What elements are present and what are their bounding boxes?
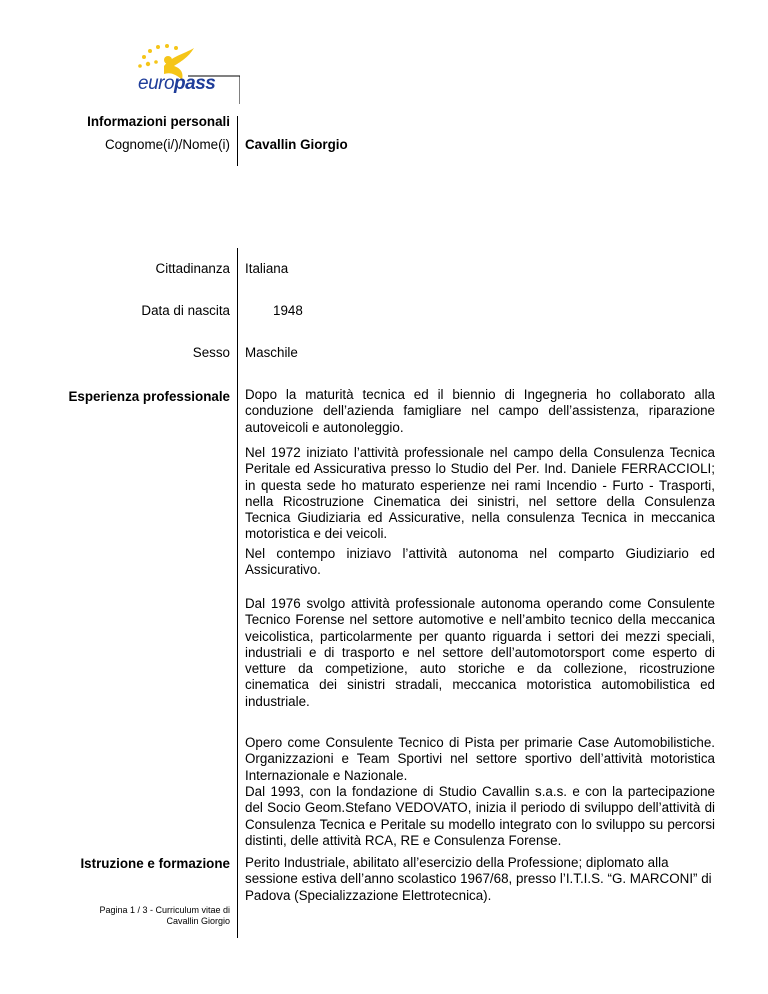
experience-paragraph: Opero come Consulente Tecnico di Pista per primarie Case Automobilistiche. Organizzazioni e Team Sportivi nel settore sportivo dell’attività motoristica Internazionale e Nazionale.	[245, 735, 715, 783]
logo-pass-text: pass	[174, 73, 216, 94]
sex-value: Maschile	[245, 345, 298, 360]
footer-line-1: Pagina 1 / 3 - Curriculum vitae di	[99, 905, 230, 915]
experience-paragraph: Dal 1976 svolgo attività professionale autonoma operando come Consulente Tecnico Forense nel settore automotive e nell’ambito tecnico della meccanica veicolistica, particolarmente per quanto riguarda i settori dei mezzi speciali, industriali e di trasporto e nel settore dell’automotorsport come esperto di vetture da competizione, auto storiche e da collezione, ricostruzione cinematica dei sinistri stradali, meccanica motoristica automobilistica ed industriale.	[245, 596, 715, 709]
footer-line-2: Cavallin Giorgio	[166, 916, 230, 926]
education-section-title: Istruzione e formazione	[80, 856, 230, 871]
citizenship-value: Italiana	[245, 261, 289, 276]
column-divider-main	[237, 248, 238, 938]
column-divider-top	[237, 116, 238, 166]
citizenship-label: Cittadinanza	[155, 261, 230, 276]
logo-euro-text: euro	[138, 73, 175, 94]
experience-paragraph: Nel 1972 iniziato l’attività professionale nel campo della Consulenza Tecnica Peritale ed Assicurativa presso lo Studio del Per. Ind. Daniele FERRACCIOLI; in questa sede ho maturato esperienze nei rami Incendio - Furto - Trasporti, nella Ricostruzione Cinematica dei sinistri, nel settore della Consulenza Tecnica Giudiziaria ed Assicurative, nella consulenza Tecnica in meccanica motoristica e dei veicoli.	[245, 445, 715, 542]
experience-paragraph: Dal 1993, con la fondazione di Studio Cavallin s.a.s. e con la partecipazione del Socio Geom.Stefano VEDOVATO, inizia il periodo di sviluppo dell’attività di Consulenza Tecnica e Peritale su modello integrato con lo sviluppo su percorsi distinti, delle attività RCA, RE e Consulenza Forense.	[245, 784, 715, 848]
birth-value: 1948	[273, 303, 303, 318]
personal-section-title: Informazioni personali	[87, 114, 230, 129]
name-label: Cognome(i/)/Nome(i)	[104, 137, 230, 152]
page-footer	[99, 905, 230, 927]
europass-logo	[128, 44, 240, 104]
education-text: Perito Industriale, abilitato all’esercizio della Professione; diplomato alla sessione estiva dell’anno scolastico 1967/68, presso l’I.T.I.S. “G. MARCONI” di Padova (Specializzazione Elettrotecnica).	[245, 855, 712, 903]
experience-section-title: Esperienza professionale	[68, 389, 230, 404]
birth-label: Data di nascita	[141, 303, 230, 318]
experience-paragraph: Nel contempo iniziavo l’attività autonoma nel comparto Giudiziario ed Assicurativo.	[245, 546, 715, 578]
experience-paragraph: Dopo la maturità tecnica ed il biennio di Ingegneria ho collaborato alla conduzione dell’azienda famigliare nel campo dell’assistenza, riparazione autoveicoli e autonoleggio.	[245, 387, 715, 435]
sex-label: Sesso	[192, 345, 230, 360]
name-value: Cavallin Giorgio	[245, 137, 348, 152]
